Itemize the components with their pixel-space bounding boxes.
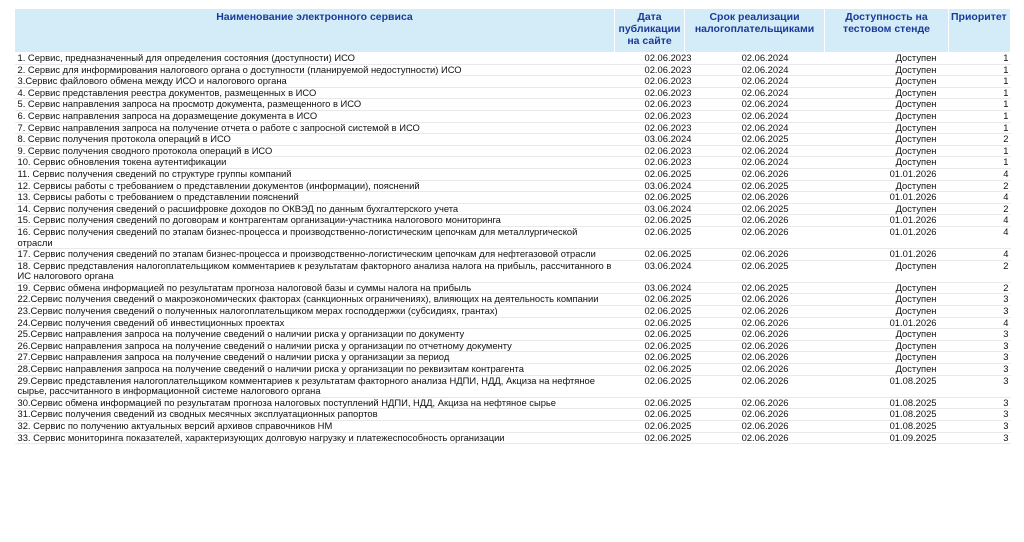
service-name-cell: 33. Сервис мониторинга показателей, характеризующих долговую нагрузку и платежеспособность организации (15, 432, 615, 444)
availability-cell: Доступен (825, 134, 949, 146)
table-row (15, 432, 1011, 444)
priority-cell: 2 (949, 180, 1011, 192)
deadline-cell: 02.06.2025 (685, 203, 825, 215)
table-row (15, 260, 1011, 282)
table-row (15, 329, 1011, 341)
publication-date-cell: 02.06.2023 (615, 87, 685, 99)
table-row (15, 294, 1011, 306)
service-name-cell: 4. Сервис представления реестра документов, размещенных в ИСО (15, 87, 615, 99)
availability-cell: 01.01.2026 (825, 192, 949, 204)
table-row (15, 180, 1011, 192)
priority-cell: 2 (949, 282, 1011, 294)
service-name-cell: 29.Сервис представления налогоплательщиком комментариев к результатам факторного анализа НДПИ, НДД, Акциза на нефтяное сырье, рассчитанного в информационной системе налогового органа (15, 375, 615, 397)
publication-date-cell: 02.06.2025 (615, 226, 685, 248)
deadline-cell: 02.06.2026 (685, 397, 825, 409)
availability-cell: Доступен (825, 157, 949, 169)
deadline-cell: 02.06.2026 (685, 215, 825, 227)
priority-cell: 2 (949, 260, 1011, 282)
priority-cell: 3 (949, 340, 1011, 352)
publication-date-cell: 02.06.2025 (615, 249, 685, 261)
priority-cell: 4 (949, 215, 1011, 227)
priority-cell: 3 (949, 294, 1011, 306)
priority-cell: 3 (949, 364, 1011, 376)
deadline-cell: 02.06.2026 (685, 375, 825, 397)
publication-date-cell: 02.06.2025 (615, 294, 685, 306)
publication-date-cell: 02.06.2023 (615, 99, 685, 111)
table-row (15, 421, 1011, 433)
deadline-cell: 02.06.2024 (685, 110, 825, 122)
priority-cell: 1 (949, 145, 1011, 157)
table-row (15, 409, 1011, 421)
availability-cell: 01.01.2026 (825, 317, 949, 329)
service-name-cell: 26.Сервис направления запроса на получение сведений о наличии риска у организации по отчетному документу (15, 340, 615, 352)
publication-date-cell: 03.06.2024 (615, 180, 685, 192)
deadline-cell: 02.06.2026 (685, 317, 825, 329)
deadline-cell: 02.06.2026 (685, 249, 825, 261)
deadline-cell: 02.06.2026 (685, 352, 825, 364)
publication-date-cell: 02.06.2025 (615, 168, 685, 180)
table-row (15, 110, 1011, 122)
priority-cell: 4 (949, 192, 1011, 204)
availability-cell: Доступен (825, 340, 949, 352)
availability-cell: 01.01.2026 (825, 215, 949, 227)
availability-cell: 01.08.2025 (825, 375, 949, 397)
priority-cell: 3 (949, 375, 1011, 397)
service-name-cell: 23.Сервис получения сведений о полученных налогоплательщиком мерах господдержки (субсидиях, грантах) (15, 306, 615, 318)
deadline-cell: 02.06.2024 (685, 145, 825, 157)
publication-date-cell: 02.06.2025 (615, 421, 685, 433)
deadline-cell: 02.06.2025 (685, 282, 825, 294)
publication-date-cell: 03.06.2024 (615, 134, 685, 146)
deadline-cell: 02.06.2026 (685, 421, 825, 433)
service-name-cell: 5. Сервис направления запроса на просмотр документа, размещенного в ИСО (15, 99, 615, 111)
deadline-cell: 02.06.2024 (685, 87, 825, 99)
priority-cell: 4 (949, 317, 1011, 329)
priority-cell: 1 (949, 157, 1011, 169)
availability-cell: Доступен (825, 352, 949, 364)
deadline-cell: 02.06.2025 (685, 134, 825, 146)
service-name-cell: 8. Сервис получения протокола операций в ИСО (15, 134, 615, 146)
table-header (15, 9, 1011, 53)
priority-cell: 1 (949, 64, 1011, 76)
publication-date-cell: 02.06.2023 (615, 76, 685, 88)
service-name-cell: 31.Сервис получения сведений из сводных месячных эксплуатационных рапортов (15, 409, 615, 421)
deadline-cell: 02.06.2026 (685, 409, 825, 421)
publication-date-cell: 02.06.2023 (615, 122, 685, 134)
table-row (15, 203, 1011, 215)
priority-cell: 3 (949, 421, 1011, 433)
publication-date-cell: 03.06.2024 (615, 282, 685, 294)
service-name-cell: 15. Сервис получения сведений по договорам и контрагентам организации-участника налогового мониторинга (15, 215, 615, 227)
table-row (15, 192, 1011, 204)
publication-date-cell: 02.06.2025 (615, 215, 685, 227)
service-name-cell: 10. Сервис обновления токена аутентификации (15, 157, 615, 169)
table-row (15, 397, 1011, 409)
availability-cell: Доступен (825, 329, 949, 341)
service-name-cell: 25.Сервис направления запроса на получение сведений о наличии риска у организации по документу (15, 329, 615, 341)
publication-date-cell: 02.06.2025 (615, 409, 685, 421)
service-name-cell: 32. Сервис по получению актуальных версий архивов справочников НМ (15, 421, 615, 433)
table-row (15, 215, 1011, 227)
priority-cell: 3 (949, 432, 1011, 444)
service-name-cell: 9. Сервис получения сводного протокола операций в ИСО (15, 145, 615, 157)
service-name-cell: 7. Сервис направления запроса на получение отчета о работе с запросной системой в ИСО (15, 122, 615, 134)
availability-cell: Доступен (825, 64, 949, 76)
publication-date-cell: 02.06.2025 (615, 306, 685, 318)
priority-cell: 1 (949, 99, 1011, 111)
priority-cell: 4 (949, 168, 1011, 180)
priority-cell: 1 (949, 110, 1011, 122)
availability-cell: Доступен (825, 87, 949, 99)
table-row (15, 76, 1011, 88)
table-row (15, 168, 1011, 180)
priority-cell: 2 (949, 203, 1011, 215)
service-name-cell: 6. Сервис направления запроса на доразмещение документа в ИСО (15, 110, 615, 122)
publication-date-cell: 02.06.2025 (615, 364, 685, 376)
availability-cell: 01.08.2025 (825, 421, 949, 433)
availability-cell: Доступен (825, 203, 949, 215)
service-name-cell: 11. Сервис получения сведений по структуре группы компаний (15, 168, 615, 180)
deadline-cell: 02.06.2026 (685, 364, 825, 376)
publication-date-cell: 02.06.2025 (615, 375, 685, 397)
service-name-cell: 24.Сервис получения сведений об инвестиционных проектах (15, 317, 615, 329)
availability-cell: Доступен (825, 282, 949, 294)
availability-cell: 01.08.2025 (825, 409, 949, 421)
availability-cell: Доступен (825, 76, 949, 88)
service-name-cell: 13. Сервисы работы с требованием о представлении пояснений (15, 192, 615, 204)
service-name-cell: 16. Сервис получения сведений по этапам бизнес-процесса и производственно-логистическим цепочкам для металлургической отрасли (15, 226, 615, 248)
publication-date-cell: 02.06.2023 (615, 110, 685, 122)
publication-date-cell: 02.06.2025 (615, 317, 685, 329)
table-row (15, 306, 1011, 318)
table-row (15, 375, 1011, 397)
table-row (15, 53, 1011, 65)
deadline-cell: 02.06.2026 (685, 168, 825, 180)
availability-cell: Доступен (825, 122, 949, 134)
deadline-cell: 02.06.2024 (685, 53, 825, 65)
deadline-cell: 02.06.2026 (685, 329, 825, 341)
priority-cell: 1 (949, 53, 1011, 65)
priority-cell: 3 (949, 352, 1011, 364)
deadline-cell: 02.06.2025 (685, 260, 825, 282)
table-row (15, 352, 1011, 364)
priority-cell: 3 (949, 397, 1011, 409)
deadline-cell: 02.06.2026 (685, 192, 825, 204)
table-row (15, 99, 1011, 111)
service-name-cell: 12. Сервисы работы с требованием о представлении документов (информации), пояснений (15, 180, 615, 192)
availability-cell: Доступен (825, 110, 949, 122)
priority-cell: 1 (949, 87, 1011, 99)
service-name-cell: 30.Сервис обмена информацией по результатам прогноза налоговых поступлений НДПИ, НДД, Акциза на нефтяное сырье (15, 397, 615, 409)
publication-date-cell: 02.06.2025 (615, 340, 685, 352)
service-name-cell: 1. Сервис, предназначенный для определения состояния (доступности) ИСО (15, 53, 615, 65)
publication-date-cell: 03.06.2024 (615, 260, 685, 282)
header-priority: Приоритет (949, 9, 1011, 53)
priority-cell: 4 (949, 226, 1011, 248)
header-availability: Доступность на тестовом стенде (825, 9, 949, 53)
availability-cell: 01.08.2025 (825, 397, 949, 409)
service-name-cell: 28.Сервис направления запроса на получение сведений о наличии риска у организации по реквизитам контрагента (15, 364, 615, 376)
header-deadline: Срок реализации налогоплательщиками (685, 9, 825, 53)
priority-cell: 3 (949, 306, 1011, 318)
priority-cell: 3 (949, 329, 1011, 341)
availability-cell: Доступен (825, 145, 949, 157)
deadline-cell: 02.06.2024 (685, 122, 825, 134)
publication-date-cell: 02.06.2025 (615, 397, 685, 409)
priority-cell: 3 (949, 409, 1011, 421)
publication-date-cell: 02.06.2023 (615, 157, 685, 169)
priority-cell: 2 (949, 134, 1011, 146)
availability-cell: Доступен (825, 364, 949, 376)
availability-cell: Доступен (825, 53, 949, 65)
table-row (15, 226, 1011, 248)
service-name-cell: 14. Сервис получения сведений о расшифровке доходов по ОКВЭД по данным бухгалтерского учета (15, 203, 615, 215)
availability-cell: 01.01.2026 (825, 226, 949, 248)
header-name: Наименование электронного сервиса (15, 9, 615, 53)
table-row (15, 134, 1011, 146)
service-name-cell: 17. Сервис получения сведений по этапам бизнес-процесса и производственно-логистическим цепочкам для нефтегазовой отрасли (15, 249, 615, 261)
service-name-cell: 27.Сервис направления запроса на получение сведений о наличии риска у организации за период (15, 352, 615, 364)
deadline-cell: 02.06.2024 (685, 64, 825, 76)
priority-cell: 1 (949, 76, 1011, 88)
deadline-cell: 02.06.2026 (685, 432, 825, 444)
table-row (15, 122, 1011, 134)
table-row (15, 157, 1011, 169)
publication-date-cell: 02.06.2023 (615, 53, 685, 65)
deadline-cell: 02.06.2024 (685, 157, 825, 169)
priority-cell: 4 (949, 249, 1011, 261)
service-name-cell: 3.Сервис файлового обмена между ИСО и налогового органа (15, 76, 615, 88)
availability-cell: 01.09.2025 (825, 432, 949, 444)
deadline-cell: 02.06.2026 (685, 226, 825, 248)
services-table (14, 8, 1011, 444)
table-row (15, 249, 1011, 261)
table-row (15, 317, 1011, 329)
header-pub-date: Дата публикации на сайте (615, 9, 685, 53)
publication-date-cell: 02.06.2025 (615, 329, 685, 341)
publication-date-cell: 03.06.2024 (615, 203, 685, 215)
publication-date-cell: 02.06.2025 (615, 192, 685, 204)
availability-cell: Доступен (825, 294, 949, 306)
availability-cell: Доступен (825, 99, 949, 111)
availability-cell: 01.01.2026 (825, 168, 949, 180)
table-body (15, 53, 1011, 444)
publication-date-cell: 02.06.2025 (615, 432, 685, 444)
deadline-cell: 02.06.2026 (685, 306, 825, 318)
service-name-cell: 22.Сервис получения сведений о макроэкономических факторах (санкционных ограничениях), влияющих на деятельность компании (15, 294, 615, 306)
deadline-cell: 02.06.2024 (685, 99, 825, 111)
publication-date-cell: 02.06.2023 (615, 64, 685, 76)
table-row (15, 364, 1011, 376)
deadline-cell: 02.06.2026 (685, 340, 825, 352)
table-row (15, 340, 1011, 352)
table-row (15, 64, 1011, 76)
publication-date-cell: 02.06.2023 (615, 145, 685, 157)
service-name-cell: 18. Сервис представления налогоплательщиком комментариев к результатам факторного анализа налога на прибыль, рассчитанного в ИС налогового органа (15, 260, 615, 282)
availability-cell: 01.01.2026 (825, 249, 949, 261)
availability-cell: Доступен (825, 306, 949, 318)
service-name-cell: 19. Сервис обмена информацией по результатам прогноза налоговой базы и суммы налога на прибыль (15, 282, 615, 294)
table-row (15, 145, 1011, 157)
deadline-cell: 02.06.2024 (685, 76, 825, 88)
table-row (15, 282, 1011, 294)
deadline-cell: 02.06.2025 (685, 180, 825, 192)
deadline-cell: 02.06.2026 (685, 294, 825, 306)
availability-cell: Доступен (825, 180, 949, 192)
publication-date-cell: 02.06.2025 (615, 352, 685, 364)
priority-cell: 1 (949, 122, 1011, 134)
service-name-cell: 2. Сервис для информирования налогового органа о доступности (планируемой недоступности) ИСО (15, 64, 615, 76)
table-row (15, 87, 1011, 99)
availability-cell: Доступен (825, 260, 949, 282)
